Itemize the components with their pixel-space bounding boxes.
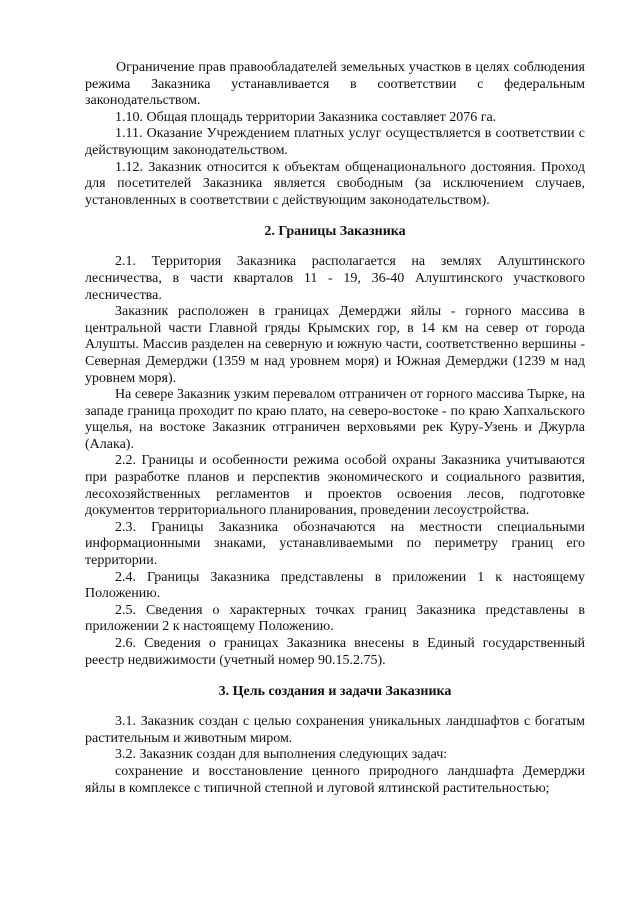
paragraph: 2.6. Сведения о границах Заказника внесены в Единый государственный реестр недвижимости (учетный номер 90.15.2.75).: [85, 636, 585, 668]
paragraph: Заказник расположен в границах Демерджи яйлы - горного массива в центральной части Главной гряды Крымских гор, в 14 км на север от города Алушты. Массив разделен на северную и южную части, соответственно вершины - Северная Демерджи (1359 м над уровнем моря) и Южная Демерджи (1239 м над уровнем моря).: [85, 304, 585, 386]
paragraph: 1.12. Заказник относится к объектам общенационального достояния. Проход для посетителей Заказника является свободным (за исключением случаев, установленных в соответствии с действующим законодательством).: [85, 159, 585, 208]
section-heading: 2. Границы Заказника: [264, 224, 406, 240]
paragraph: 2.2. Границы и особенности режима особой охраны Заказника учитываются при разработке планов и перспектив экономического и социального развития, лесохозяйственных регламентов и проектов освоения лесов, подготовке документов территориального планирования, проведении лесоустройства.: [85, 453, 585, 519]
paragraph: 2.4. Границы Заказника представлены в приложении 1 к настоящему Положению.: [85, 569, 585, 602]
paragraph: 3.1. Заказник создан с целью сохранения уникальных ландшафтов с богатым растительным и животным миром.: [85, 714, 585, 746]
paragraph: 2.1. Территория Заказника располагается на землях Алуштинского лесничества, в части кварталов 11 - 19, 36-40 Алуштинского участкового лесничества.: [85, 254, 585, 303]
paragraph: 2.5. Сведения о характерных точках границ Заказника представлены в приложении 2 к настоящему Положению.: [85, 602, 585, 635]
paragraph: 1.11. Оказание Учреждением платных услуг осуществляется в соответствии с действующим законодательством.: [85, 126, 585, 158]
paragraph: Ограничение прав правообладателей земельных участков в целях соблюдения режима Заказника устанавливается в соответствии с федеральным законодательством.: [85, 60, 585, 109]
section-heading: 3. Цель создания и задачи Заказника: [218, 684, 452, 700]
paragraph: На севере Заказник узким перевалом отграничен от горного массива Тырке, на западе граница проходит по краю плато, на северо-востоке - по краю Хапхальского ущелья, на востоке Заказник отграничен верховьями рек Куру-Узень и Джурла (Алака).: [85, 387, 585, 452]
section-3: [85, 683, 585, 797]
paragraph: сохранение и восстановление ценного природного ландшафта Демерджи яйлы в комплексе с типичной степной и луговой ялтинской растительностью;: [85, 763, 585, 796]
section-2: [85, 223, 585, 669]
paragraph: 2.3. Границы Заказника обозначаются на местности специальными информационными знаками, устанавливаемыми по периметру границ его территории.: [85, 519, 585, 569]
paragraph: 1.10. Общая площадь территории Заказника составляет 2076 га.: [115, 109, 497, 125]
paragraph: 3.2. Заказник создан для выполнения следующих задач:: [115, 747, 448, 763]
section-1-continuation: [85, 60, 585, 209]
